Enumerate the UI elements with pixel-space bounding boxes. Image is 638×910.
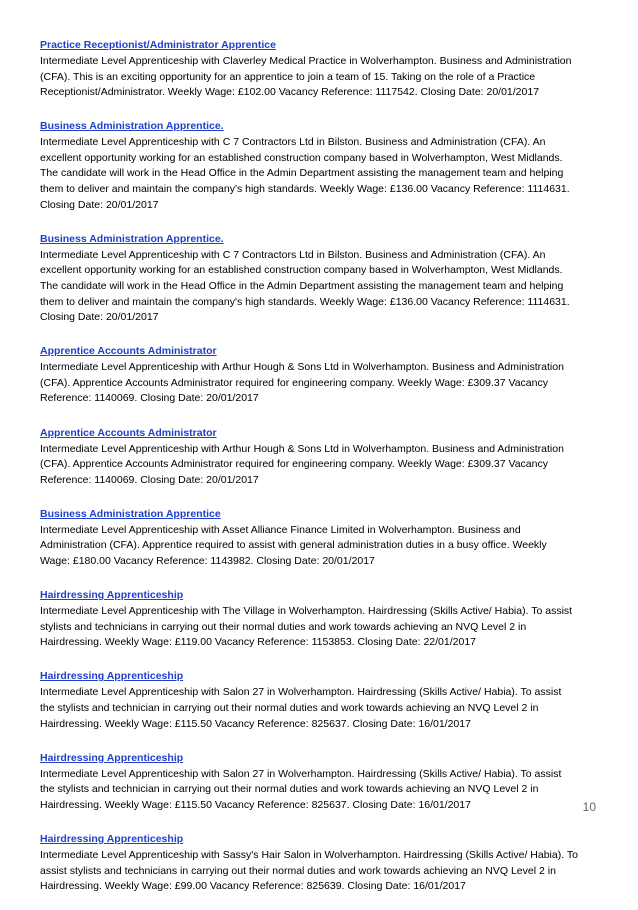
vacancy-description: Intermediate Level Apprenticeship with The Village in Wolverhampton. Hairdressing (Skills Active/ Habia). To assist stylists and technicians in carrying out their normal duties and work towards achieving an NVQ Level 2 in Hairdressing. Weekly Wage: £119.00 Vacancy Reference: 1153853. Closing Date: 22/01/2017 (40, 605, 573, 649)
vacancy-title-link[interactable]: Apprentice Accounts Administrator (40, 426, 217, 439)
vacancy-title-link[interactable]: Practice Receptionist/Administrator Apprentice (40, 39, 276, 51)
vacancy-listing (40, 35, 600, 101)
vacancy-listing (40, 829, 600, 895)
vacancy-description: Intermediate Level Apprenticeship with Asset Alliance Finance Limited in Wolverhampton. Business and Administration (CFA). Apprentice required to assist with general administration duties in a busy office. Weekly Wage: £180.00 Vacancy Reference: 1143982. Closing Date: 20/01/2017 (40, 523, 547, 567)
vacancy-listing (40, 666, 600, 732)
vacancy-title-link[interactable]: Hairdressing Apprenticeship (40, 670, 184, 683)
vacancy-listing (40, 748, 600, 814)
vacancy-title-link[interactable]: Business Administration Apprentice. (40, 120, 224, 133)
vacancy-description: Intermediate Level Apprenticeship with Arthur Hough & Sons Ltd in Wolverhampton. Business and Administration (CFA). Apprentice Accounts Administrator required for engineering company. Weekly Wage: £309.37 Vacancy Reference: 1140069. Closing Date: 20/01/2017 (40, 442, 564, 486)
vacancy-title-link[interactable]: Business Administration Apprentice (40, 507, 221, 520)
vacancy-listing (40, 229, 600, 326)
vacancy-title-link[interactable]: Hairdressing Apprenticeship (40, 589, 184, 602)
vacancy-description: Intermediate Level Apprenticeship with Claverley Medical Practice in Wolverhampton. Business and Administration (CFA). This is an exciting opportunity for an apprentice to join a team of 15. Taking on the role of a Practice Receptionist/Administrator. Weekly Wage: £102.00 Vacancy Reference: 1117542. Closing Date: 20/01/2017 (40, 55, 572, 99)
vacancy-description: Intermediate Level Apprenticeship with Salon 27 in Wolverhampton. Hairdressing (Skills Active/ Habia). To assist the stylists and technician in carrying out their normal duties and work towards achieving an NVQ Level 2 in Hairdressing. Weekly Wage: £115.50 Vacancy Reference: 825637. Closing Date: 16/01/2017 (40, 767, 562, 811)
vacancy-title-link[interactable]: Apprentice Accounts Administrator (40, 345, 217, 358)
vacancy-description: Intermediate Level Apprenticeship with C 7 Contractors Ltd in Bilston. Business and Administration (CFA). An excellent opportunity working for an established construction company based in Wolverhampton, West Midlands. The candidate will work in the Head Office in the Admin Department assisting the management team and helping them to deliver and maintain the company's high standards. Weekly Wage: £136.00 Vacancy Reference: 1114631. Closing Date: 20/01/2017 (40, 248, 570, 324)
vacancy-title-link[interactable]: Hairdressing Apprenticeship (40, 751, 184, 764)
vacancy-listing (40, 341, 600, 407)
vacancy-description: Intermediate Level Apprenticeship with C 7 Contractors Ltd in Bilston. Business and Administration (CFA). An excellent opportunity working for an established construction company based in Wolverhampton, West Midlands. The candidate will work in the Head Office in the Admin Department assisting the management team and helping them to deliver and maintain the company's high standards. Weekly Wage: £136.00 Vacancy Reference: 1114631. Closing Date: 20/01/2017 (40, 136, 570, 211)
vacancy-title-link[interactable]: Business Administration Apprentice. (40, 232, 224, 245)
page-number: 10 (582, 800, 596, 814)
vacancy-description: Intermediate Level Apprenticeship with Salon 27 in Wolverhampton. Hairdressing (Skills Active/ Habia). To assist the stylists and technician in carrying out their normal duties and work towards achieving an NVQ Level 2 in Hairdressing. Weekly Wage: £115.50 Vacancy Reference: 825637. Closing Date: 16/01/2017 (40, 686, 562, 730)
vacancy-listing (40, 423, 600, 489)
vacancy-description: Intermediate Level Apprenticeship with Sassy's Hair Salon in Wolverhampton. Hairdressing (Skills Active/ Habia). To assist stylists and technicians in carrying out their normal duties and work towards achieving an NVQ Level 2 in Hairdressing. Weekly Wage: £99.00 Vacancy Reference: 825639. Closing Date: 16/01/2017 (40, 848, 578, 893)
vacancy-listing (40, 585, 600, 651)
vacancy-listing (40, 116, 600, 213)
vacancy-listing (40, 504, 600, 570)
vacancy-title-link[interactable]: Hairdressing Apprenticeship (40, 832, 184, 845)
vacancy-description: Intermediate Level Apprenticeship with Arthur Hough & Sons Ltd in Wolverhampton. Business and Administration (CFA). Apprentice Accounts Administrator required for engineering company. Weekly Wage: £309.37 Vacancy Reference: 1140069. Closing Date: 20/01/2017 (40, 361, 564, 405)
document-page (40, 35, 600, 910)
